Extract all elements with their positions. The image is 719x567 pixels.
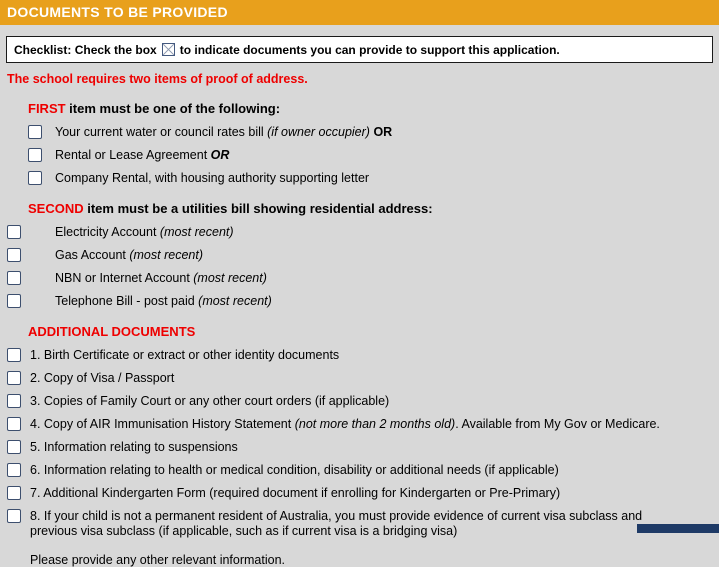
item-or-italic-text: OR: [210, 148, 230, 162]
document-checkbox[interactable]: [28, 125, 42, 139]
document-checkbox[interactable]: [7, 371, 21, 385]
item-label: [30, 371, 174, 386]
checklist-pre-text: Check the box: [74, 43, 157, 57]
document-checkbox[interactable]: [7, 248, 21, 262]
first-section-heading: [28, 101, 719, 116]
item-text: Electricity Account: [55, 225, 160, 239]
document-checkbox[interactable]: [7, 225, 21, 239]
item-text: 3. Copies of Family Court or any other court orders (if applicable): [30, 394, 390, 408]
checklist-row: [0, 248, 719, 263]
item-text: Your current water or council rates bill: [55, 125, 268, 139]
item-label: [55, 225, 234, 240]
item-label: [30, 348, 339, 363]
checklist-row: [0, 509, 719, 539]
checklist-row: [0, 125, 719, 140]
item-label: [55, 271, 267, 286]
item-italic-text: (most recent): [129, 248, 203, 262]
item-label: [55, 125, 392, 140]
item-label: [30, 440, 238, 455]
checklist-row: [0, 171, 719, 186]
checklist-row: [0, 394, 719, 409]
checklist-row: [0, 225, 719, 240]
document-checkbox[interactable]: [7, 294, 21, 308]
first-keyword: FIRST: [28, 101, 66, 116]
checklist-row: [0, 417, 719, 432]
document-checkbox[interactable]: [7, 348, 21, 362]
proof-of-address-notice: The school requires two items of proof of address.: [7, 72, 308, 86]
item-or-text: OR: [369, 125, 393, 139]
item-italic-text: (not more than 2 months old): [294, 417, 456, 431]
additional-documents-heading: [28, 324, 719, 339]
item-text: 7. Additional Kindergarten Form (required document if enrolling for Kindergarten or Pre-Primary): [30, 486, 561, 500]
section-header: [0, 0, 719, 25]
checklist-row: [0, 371, 719, 386]
item-text: 6. Information relating to health or medical condition, disability or additional needs (if applicable): [30, 463, 559, 477]
additional-heading-text: ADDITIONAL DOCUMENTS: [28, 324, 196, 339]
checklist-row: [0, 440, 719, 455]
item-text: 2. Copy of Visa / Passport: [30, 371, 175, 385]
checklist-row: [0, 294, 719, 309]
item-text: Gas Account: [55, 248, 130, 262]
item-text: 8. If your child is not a permanent resident of Australia, you must provide evidence of current visa subclass and previous visa subclass (if applicable, such as if current visa is a bridging visa): [30, 509, 643, 538]
item-label: [55, 148, 229, 163]
first-heading-rest: item must be one of the following:: [65, 101, 281, 116]
item-text: Company Rental, with housing authority supporting letter: [55, 171, 370, 185]
next-section-header-fragment: [637, 524, 719, 533]
item-text: 4. Copy of AIR Immunisation History Statement: [30, 417, 295, 431]
document-checkbox[interactable]: [7, 509, 21, 523]
item-text: Telephone Bill - post paid: [55, 294, 199, 308]
checklist-row: [0, 486, 719, 501]
checklist-instruction: [6, 36, 713, 63]
item-italic-text: (most recent): [159, 225, 234, 239]
item-label: [55, 248, 203, 263]
item-label: [30, 486, 560, 501]
item-italic-text: (most recent): [198, 294, 272, 308]
checklist-row: [0, 148, 719, 163]
item-label: [55, 171, 369, 186]
item-text: Rental or Lease Agreement: [55, 148, 211, 162]
document-checkbox[interactable]: [7, 440, 21, 454]
checklist-label: Checklist:: [14, 43, 72, 57]
checklist-row: [0, 463, 719, 478]
checklist-row: [0, 271, 719, 286]
item-text: 1. Birth Certificate or extract or other identity documents: [30, 348, 340, 362]
checklist-row: [0, 348, 719, 363]
second-keyword: SECOND: [28, 201, 84, 216]
document-checkbox[interactable]: [7, 417, 21, 431]
checklist-post-text: to indicate documents you can provide to support this application.: [179, 43, 560, 57]
second-items-list: [0, 225, 719, 309]
item-label: [30, 394, 389, 409]
document-checkbox[interactable]: [7, 271, 21, 285]
checked-box-example-icon: [162, 43, 175, 56]
document-checkbox[interactable]: [7, 486, 21, 500]
second-heading-rest: item must be a utilities bill showing residential address:: [83, 201, 433, 216]
document-checkbox[interactable]: [28, 148, 42, 162]
item-label: [30, 509, 685, 539]
document-checkbox[interactable]: [7, 394, 21, 408]
item-italic-text: (if owner occupier): [267, 125, 370, 139]
item-label: [30, 417, 660, 432]
item-text: 5. Information relating to suspensions: [30, 440, 238, 454]
document-checkbox[interactable]: [28, 171, 42, 185]
document-checkbox[interactable]: [7, 463, 21, 477]
first-items-list: [0, 125, 719, 186]
item-post-text: . Available from My Gov or Medicare.: [455, 417, 660, 431]
item-label: [30, 463, 559, 478]
other-information-note: Please provide any other relevant information.: [30, 553, 286, 567]
second-section-heading: [28, 201, 719, 216]
section-title: DOCUMENTS TO BE PROVIDED: [7, 4, 228, 20]
item-italic-text: (most recent): [193, 271, 267, 285]
item-text: NBN or Internet Account: [55, 271, 194, 285]
item-label: [55, 294, 272, 309]
additional-items-list: [0, 348, 719, 539]
